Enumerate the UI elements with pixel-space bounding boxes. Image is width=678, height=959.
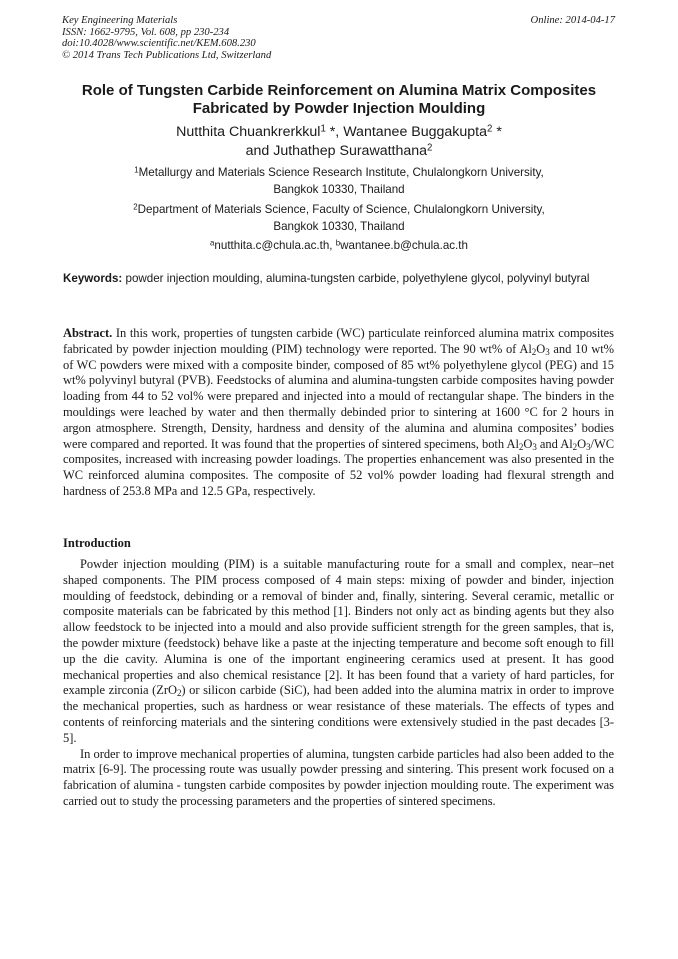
abstract-text: O [523, 436, 533, 451]
paragraph [63, 557, 614, 747]
doi: doi:10.4028/www.scientific.net/KEM.608.230 [62, 38, 256, 50]
paragraph-text: Powder injection moulding (PIM) is a suitable manufacturing route for a small and complex, near–net shaped components. The PIM process composed of 4 main steps: mixing of powder and binder, injection moulding of feedstock, debinding or a removal of binder and, finally, sintering. Several ceramic, metallic or composite materials can be fabricated by this method [1]. Binders not only act as binding agents but they also allow feedstock to be injected into a mould and also provide sufficient strength for the green samples, that is, the powder mixture (feedstock) behave like a paste at the injecting temperature and become soft enough to fill up the die cavity. Alumina is one of the important engineering ceramics used at present. It has good mechanical properties and also chemical resistance [2]. It has been found that a variety of hard particles, for example zirconia (ZrO [63, 557, 614, 698]
title-line-2: Fabricated by Powder Injection Moulding [192, 100, 486, 117]
affiliation-text: Metallurgy and Materials Science Research Institute, Chulalongkorn University, [138, 166, 544, 179]
subscript: 3 [545, 346, 550, 357]
author-affiliation-mark: 2 [487, 123, 493, 135]
subscript: 2 [531, 346, 537, 357]
subscript: 2 [176, 688, 182, 699]
abstract-text: O [577, 436, 587, 451]
issn: ISSN: 1662-9795, Vol. 608, pp 230-234 [62, 26, 230, 38]
subscript: 3 [532, 441, 537, 452]
author-separator: *, [325, 124, 344, 140]
author-name: Nutthita Chuankrerkkul [176, 124, 321, 140]
paragraph-text: ) or silicon carbide (SiC), had been added into the alumina matrix in order to improve the mechanical properties, such as hardness or wear resistance of these materials. The effects of types and contents of reinforcing materials and the sintering conditions were extensively studied in the past decades [3-5]. [63, 683, 615, 745]
journal-name: Key Engineering Materials [62, 15, 178, 26]
copyright: © 2014 Trans Tech Publications Ltd, Switzerland [62, 49, 272, 61]
author-name: Wantanee Buggakupta [343, 124, 488, 140]
email-a: nutthita.c@chula.ac.th, [214, 239, 336, 252]
subscript: 3 [586, 441, 591, 452]
abstract-label: Abstract. [63, 326, 113, 340]
affiliation-line [40, 165, 638, 182]
affiliation-mark: 2 [133, 202, 138, 212]
abstract-text: /WC composites, increased with increasing powder loadings. The properties enhancement was also presented in the WC reinforced alumina composites. The composite of 52 vol% powder loading had flexural strength and hardness of 253.8 MPa and 12.5 GPa, respectively. [63, 436, 615, 498]
paragraph: In order to improve mechanical properties of alumina, tungsten carbide particles had also been added to the matrix [6-9]. The processing route was usually powder pressing and sintering. This present work focused on a fabrication of alumina - tungsten carbide composites by powder injection moulding route. The experiment was carried out to study the processing parameters and the properties of sintered specimens. [63, 746, 614, 808]
subscript: 2 [518, 441, 524, 452]
keywords-label: Keywords: [63, 272, 123, 285]
affiliation-city: Bangkok 10330, Thailand [273, 219, 405, 233]
author-line-2 [40, 142, 638, 161]
affiliation-city: Bangkok 10330, Thailand [273, 182, 405, 196]
keywords [63, 271, 613, 287]
author-list [40, 123, 638, 161]
journal-header [62, 15, 271, 61]
abstract-text: O [536, 341, 546, 356]
abstract-text: and 10 wt% of WC powders were mixed with a composite binder, composed of 85 wt% polyethylene glycol (PEG) and 15 wt% polyvinyl butyral (PVB). Feedstocks of alumina and alumina-tungsten carbide composites having powder loading from 44 to 52 vol% were prepared and injected into a mould of rectangular shape. The binders in the mouldings were leached by water and then thermally debinded prior to sintering at 1600 °C for 2 hours in argon atmosphere. Strength, Density, hardness and density of the alumina and alumina composites’ bodies were compared and reported. It was found that the properties of sintered specimens, both Al [63, 341, 614, 451]
subscript: 2 [572, 441, 578, 452]
author-name: Juthathep Surawatthana [273, 143, 428, 159]
paper-title [40, 82, 638, 118]
affiliation-mark: 1 [134, 165, 139, 175]
email-b: wantanee.b@chula.ac.th [340, 239, 468, 252]
author-conjunction: and [245, 143, 274, 159]
email-mark: a [210, 238, 215, 248]
online-date: Online: 2014-04-17 [530, 15, 615, 26]
affiliation-text: Department of Materials Science, Faculty of Science, Chulalongkorn University, [137, 203, 545, 216]
abstract-text: and Al [536, 436, 573, 451]
title-line-1: Role of Tungsten Carbide Reinforcement on Alumina Matrix Composites [81, 82, 597, 99]
affiliation-2 [40, 202, 638, 235]
section-heading-introduction: Introduction [63, 536, 131, 550]
email-mark: b [335, 238, 341, 248]
author-separator: * [492, 124, 502, 140]
author-line-1 [40, 123, 638, 142]
email-line [40, 238, 638, 255]
author-affiliation-mark: 2 [427, 142, 433, 154]
affiliation-line [40, 202, 638, 219]
affiliation-1 [40, 165, 638, 198]
abstract [63, 326, 614, 500]
author-affiliation-mark: 1 [320, 123, 326, 135]
abstract-text: In this work, properties of tungsten carbide (WC) particulate reinforced alumina matrix composites fabricated by powder injection moulding (PIM) technology were reported. The 90 wt% of Al [63, 326, 614, 356]
introduction-body [63, 557, 614, 810]
keywords-text: powder injection moulding, alumina-tungsten carbide, polyethylene glycol, polyvinyl butyral [122, 272, 590, 285]
